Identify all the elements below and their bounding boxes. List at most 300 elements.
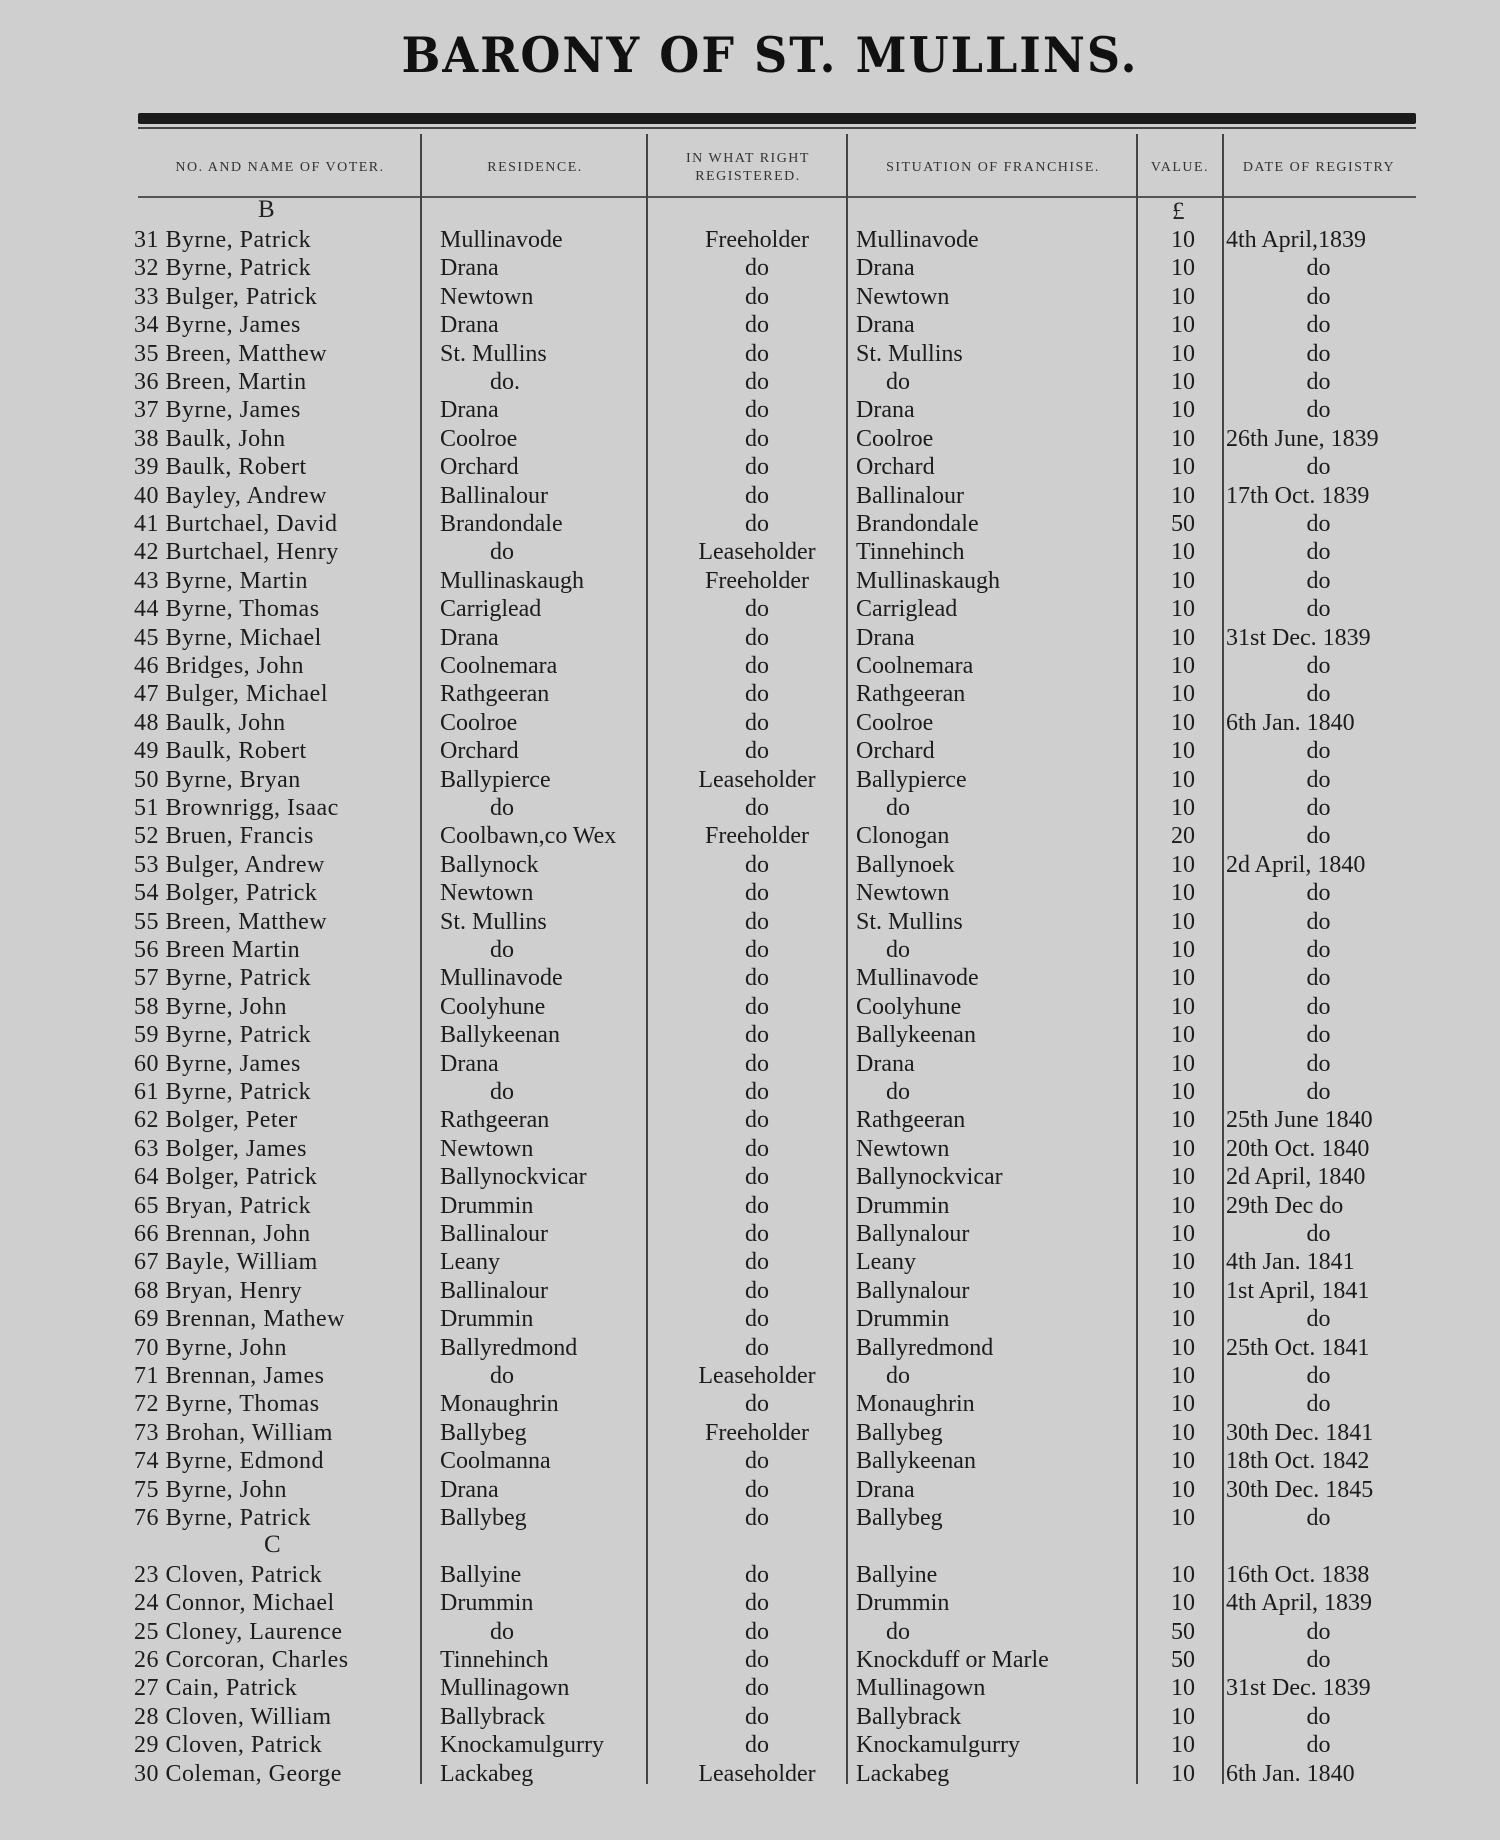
page-title: BARONY OF ST. MULLINS. — [401, 26, 1139, 84]
cell-residence: Coolmanna — [440, 1448, 551, 1475]
cell-residence: Ballynockvicar — [440, 1164, 587, 1191]
cell-residence: do. — [490, 369, 520, 395]
table-row — [0, 311, 1500, 339]
cell-value: 10 — [1171, 1334, 1195, 1361]
cell-voter: 71 Brennan, James — [134, 1363, 325, 1389]
cell-date: do — [1306, 539, 1331, 566]
cell-situation: Newtown — [856, 1135, 950, 1162]
cell-voter: 35 Breen, Matthew — [134, 340, 328, 367]
cell-residence: Coolbawn,co Wex — [440, 823, 617, 850]
cell-right: do — [745, 596, 769, 623]
title-rule — [138, 113, 1416, 124]
cell-voter: 47 Bulger, Michael — [134, 681, 328, 708]
table-row — [0, 794, 1500, 822]
cell-voter: 53 Bulger, Andrew — [134, 851, 325, 878]
cell-value: 10 — [1171, 1306, 1195, 1333]
cell-date: do — [1306, 255, 1331, 282]
cell-situation: do — [886, 369, 910, 395]
cell-residence: Rathgeeran — [440, 681, 550, 708]
table-row — [0, 879, 1500, 907]
cell-voter: 51 Brownrigg, Isaac — [134, 795, 339, 821]
cell-voter: 52 Bruen, Francis — [134, 823, 314, 850]
cell-right: do — [745, 312, 769, 339]
cell-situation: Ballypierce — [856, 766, 967, 793]
header-voter: NO. AND NAME OF VOTER. — [175, 160, 385, 175]
cell-date: do — [1306, 340, 1331, 367]
cell-voter: 33 Bulger, Patrick — [134, 283, 318, 310]
cell-value: 10 — [1171, 965, 1195, 992]
cell-voter: 39 Baulk, Robert — [134, 454, 307, 481]
cell-date: do — [1306, 823, 1331, 850]
cell-right: do — [745, 1022, 769, 1049]
cell-residence: do — [490, 937, 514, 963]
cell-residence: Leany — [440, 1249, 500, 1276]
cell-residence: Drana — [440, 1050, 499, 1077]
cell-date: do — [1306, 993, 1331, 1020]
cell-value: 10 — [1171, 1505, 1195, 1531]
cell-value: 10 — [1171, 1476, 1195, 1503]
cell-value: 10 — [1171, 1107, 1195, 1134]
cell-date: 1st April, 1841 — [1226, 1277, 1370, 1304]
cell-voter: 68 Bryan, Henry — [134, 1277, 303, 1304]
cell-right: do — [745, 454, 769, 481]
cell-residence: Rathgeeran — [440, 1107, 550, 1134]
cell-situation: Coolroe — [856, 425, 934, 452]
cell-date: do — [1306, 397, 1331, 424]
cell-date: do — [1306, 283, 1331, 310]
cell-residence: do — [490, 795, 514, 821]
table-row — [0, 1589, 1500, 1617]
cell-date: 31st Dec. 1839 — [1226, 1675, 1371, 1702]
cell-value: 10 — [1171, 880, 1195, 907]
table-row — [0, 1163, 1500, 1191]
cell-residence: Ballypierce — [440, 766, 551, 793]
cell-date: 31st Dec. 1839 — [1226, 624, 1371, 651]
cell-situation: Monaughrin — [856, 1391, 975, 1418]
table-row — [0, 822, 1500, 850]
cell-situation: Ballybeg — [856, 1419, 943, 1446]
table-row — [0, 1192, 1500, 1220]
table-row — [0, 964, 1500, 992]
cell-date: do — [1306, 766, 1331, 793]
cell-voter: 61 Byrne, Patrick — [134, 1079, 312, 1105]
cell-right: do — [745, 482, 769, 509]
cell-voter: 64 Bolger, Patrick — [134, 1164, 318, 1191]
cell-situation: Newtown — [856, 283, 950, 310]
cell-situation: Mullinavode — [856, 965, 979, 992]
cell-right: Freeholder — [705, 227, 809, 253]
cell-situation: Coolnemara — [856, 653, 974, 679]
cell-value: 10 — [1171, 1590, 1195, 1617]
table-row — [0, 226, 1500, 254]
cell-date: 4th April,1839 — [1226, 227, 1367, 253]
cell-voter: 29 Cloven, Patrick — [134, 1732, 323, 1759]
cell-residence: Brandondale — [440, 511, 563, 537]
cell-value: 10 — [1171, 255, 1195, 282]
cell-voter: 23 Cloven, Patrick — [134, 1561, 323, 1588]
table-row — [0, 1476, 1500, 1504]
table-row — [0, 1362, 1500, 1390]
cell-date: 26th June, 1839 — [1226, 425, 1379, 452]
cell-residence: Coolroe — [440, 425, 518, 452]
cell-voter: 31 Byrne, Patrick — [134, 227, 312, 253]
cell-voter: 49 Baulk, Robert — [134, 738, 307, 765]
table-row — [0, 425, 1500, 453]
cell-residence: St. Mullins — [440, 908, 547, 935]
cell-right: do — [745, 681, 769, 708]
cell-voter: 54 Bolger, Patrick — [134, 880, 318, 907]
cell-situation: Drana — [856, 624, 915, 651]
cell-voter: 30 Coleman, George — [134, 1760, 342, 1787]
cell-residence: Coolnemara — [440, 653, 558, 679]
cell-residence: Monaughrin — [440, 1391, 559, 1418]
cell-right: Freeholder — [705, 567, 809, 594]
table-row — [0, 709, 1500, 737]
cell-situation: Ballykeenan — [856, 1448, 976, 1475]
cell-residence: do — [490, 539, 514, 566]
table-row — [0, 908, 1500, 936]
cell-date: 25th Oct. 1841 — [1226, 1334, 1370, 1361]
cell-voter: 60 Byrne, James — [134, 1050, 301, 1077]
cell-situation: Drana — [856, 312, 915, 339]
cell-situation: Drana — [856, 397, 915, 424]
cell-right: do — [745, 1448, 769, 1475]
cell-residence: Ballybrack — [440, 1703, 546, 1730]
cell-date: 4th April, 1839 — [1226, 1590, 1373, 1617]
cell-right: do — [745, 709, 769, 736]
table-row — [0, 1305, 1500, 1333]
cell-residence: Mullinaskaugh — [440, 567, 584, 594]
cell-situation: Ballyredmond — [856, 1334, 994, 1361]
cell-voter: 26 Corcoran, Charles — [134, 1647, 349, 1673]
table-row — [0, 368, 1500, 396]
cell-situation: St. Mullins — [856, 340, 963, 367]
cell-voter: 58 Byrne, John — [134, 993, 287, 1020]
table-row — [0, 680, 1500, 708]
cell-right: do — [745, 1192, 769, 1219]
cell-value: 10 — [1171, 312, 1195, 339]
cell-situation: Tinnehinch — [856, 539, 965, 566]
cell-residence: Carriglead — [440, 596, 542, 623]
table-row — [0, 396, 1500, 424]
table-row — [0, 1731, 1500, 1759]
cell-voter: 36 Breen, Martin — [134, 369, 307, 395]
cell-right: do — [745, 965, 769, 992]
cell-residence: Drummin — [440, 1590, 534, 1617]
cell-voter: 72 Byrne, Thomas — [134, 1391, 320, 1418]
cell-value: 10 — [1171, 340, 1195, 367]
cell-situation: Clonogan — [856, 823, 950, 850]
table-row — [0, 1078, 1500, 1106]
cell-right: do — [745, 908, 769, 935]
cell-date: do — [1306, 653, 1331, 679]
cell-situation: Mullinavode — [856, 227, 979, 253]
cell-residence: Newtown — [440, 1135, 534, 1162]
cell-date: do — [1306, 1022, 1331, 1049]
cell-right: do — [745, 1079, 769, 1105]
cell-value: 10 — [1171, 1164, 1195, 1191]
cell-residence: St. Mullins — [440, 340, 547, 367]
table-row — [0, 1760, 1500, 1788]
cell-situation: Brandondale — [856, 511, 979, 537]
cell-residence: Ballinalour — [440, 482, 548, 509]
cell-right: do — [745, 1732, 769, 1759]
cell-value: 10 — [1171, 624, 1195, 651]
cell-right: do — [745, 1590, 769, 1617]
header-residence: RESIDENCE. — [487, 160, 583, 175]
header-rule — [138, 196, 1416, 198]
cell-date: do — [1306, 1505, 1331, 1531]
cell-situation: Drana — [856, 1050, 915, 1077]
cell-date: 4th Jan. 1841 — [1226, 1249, 1355, 1276]
cell-right: do — [745, 340, 769, 367]
table-row — [0, 510, 1500, 538]
cell-date: do — [1306, 596, 1331, 623]
cell-date: do — [1306, 1050, 1331, 1077]
table-row — [0, 624, 1500, 652]
table-row — [0, 482, 1500, 510]
cell-date: do — [1306, 567, 1331, 594]
cell-residence: Ballyredmond — [440, 1334, 578, 1361]
cell-voter: 59 Byrne, Patrick — [134, 1022, 312, 1049]
cell-value: 10 — [1171, 1249, 1195, 1276]
cell-value: 10 — [1171, 1675, 1195, 1702]
cell-residence: Ballykeenan — [440, 1022, 560, 1049]
cell-residence: Orchard — [440, 454, 519, 481]
cell-voter: 41 Burtchael, David — [134, 511, 338, 537]
cell-date: do — [1306, 681, 1331, 708]
cell-right: do — [745, 795, 769, 821]
table-row — [0, 283, 1500, 311]
table-row — [0, 595, 1500, 623]
cell-date: 18th Oct. 1842 — [1226, 1448, 1370, 1475]
cell-date: do — [1306, 369, 1331, 395]
cell-date: do — [1306, 1079, 1331, 1105]
table-row — [0, 851, 1500, 879]
cell-voter: 32 Byrne, Patrick — [134, 255, 312, 282]
cell-voter: 56 Breen Martin — [134, 937, 301, 963]
table-row — [0, 1504, 1500, 1532]
table-row — [0, 1674, 1500, 1702]
cell-residence: Coolroe — [440, 709, 518, 736]
cell-situation: Mullinagown — [856, 1675, 986, 1702]
cell-situation: do — [886, 1618, 910, 1645]
cell-situation: Rathgeeran — [856, 1107, 966, 1134]
section-letter-c: C — [264, 1531, 281, 1559]
cell-date: do — [1306, 937, 1331, 963]
table-row — [0, 1561, 1500, 1589]
cell-voter: 27 Cain, Patrick — [134, 1675, 298, 1702]
header-value: VALUE. — [1150, 160, 1210, 175]
cell-residence: do — [490, 1079, 514, 1105]
table-row — [0, 1419, 1500, 1447]
cell-value: 10 — [1171, 937, 1195, 963]
cell-voter: 43 Byrne, Martin — [134, 567, 308, 594]
cell-voter: 55 Breen, Matthew — [134, 908, 328, 935]
cell-voter: 34 Byrne, James — [134, 312, 301, 339]
cell-right: do — [745, 283, 769, 310]
cell-date: 16th Oct. 1838 — [1226, 1561, 1370, 1588]
cell-residence: Mullinagown — [440, 1675, 570, 1702]
cell-residence: Ballynock — [440, 851, 539, 878]
section-letter-b: B — [258, 196, 275, 223]
cell-value: 10 — [1171, 1448, 1195, 1475]
cell-value: 10 — [1171, 908, 1195, 935]
cell-voter: 62 Bolger, Peter — [134, 1107, 298, 1134]
cell-situation: Carriglead — [856, 596, 958, 623]
cell-date: do — [1306, 738, 1331, 765]
cell-value: 10 — [1171, 1419, 1195, 1446]
cell-right: Leaseholder — [698, 1760, 816, 1787]
cell-situation: Leany — [856, 1249, 916, 1276]
cell-right: do — [745, 1618, 769, 1645]
cell-value: 10 — [1171, 482, 1195, 509]
table-row — [0, 1050, 1500, 1078]
cell-date: do — [1306, 1618, 1331, 1645]
table-row — [0, 340, 1500, 368]
cell-situation: Ballynalour — [856, 1277, 970, 1304]
cell-value: 20 — [1171, 823, 1195, 850]
cell-value: 10 — [1171, 1277, 1195, 1304]
cell-value: 10 — [1171, 567, 1195, 594]
cell-value: 10 — [1171, 425, 1195, 452]
cell-voter: 28 Cloven, William — [134, 1703, 332, 1730]
table-row — [0, 1390, 1500, 1418]
cell-value: 10 — [1171, 1192, 1195, 1219]
cell-value: 10 — [1171, 1079, 1195, 1105]
cell-right: do — [745, 397, 769, 424]
cell-date: do — [1306, 908, 1331, 935]
cell-value: 10 — [1171, 1732, 1195, 1759]
cell-date: 30th Dec. 1841 — [1226, 1419, 1374, 1446]
cell-right: do — [745, 653, 769, 679]
cell-situation: St. Mullins — [856, 908, 963, 935]
cell-value: 10 — [1171, 1363, 1195, 1389]
cell-date: do — [1306, 1391, 1331, 1418]
cell-value: 10 — [1171, 1050, 1195, 1077]
cell-voter: 38 Baulk, John — [134, 425, 286, 452]
cell-date: do — [1306, 1306, 1331, 1333]
table-row — [0, 1618, 1500, 1646]
cell-voter: 37 Byrne, James — [134, 397, 301, 424]
cell-situation: Drummin — [856, 1590, 950, 1617]
table-row — [0, 1248, 1500, 1276]
cell-value: 10 — [1171, 454, 1195, 481]
cell-right: do — [745, 1221, 769, 1247]
cell-value: 10 — [1171, 227, 1195, 253]
cell-situation: Ballynalour — [856, 1221, 970, 1247]
cell-date: do — [1306, 1732, 1331, 1759]
cell-right: Freeholder — [705, 1419, 809, 1446]
cell-right: do — [745, 1164, 769, 1191]
table-row — [0, 1277, 1500, 1305]
cell-residence: Ballinalour — [440, 1221, 548, 1247]
cell-voter: 57 Byrne, Patrick — [134, 965, 312, 992]
table-row — [0, 1135, 1500, 1163]
cell-voter: 40 Bayley, Andrew — [134, 482, 327, 509]
cell-situation: do — [886, 1363, 910, 1389]
cell-residence: Ballyine — [440, 1561, 522, 1588]
cell-residence: Lackabeg — [440, 1760, 534, 1787]
cell-right: do — [745, 1647, 769, 1673]
table-row — [0, 936, 1500, 964]
cell-voter: 45 Byrne, Michael — [134, 624, 322, 651]
cell-situation: Ballinalour — [856, 482, 964, 509]
cell-value: 10 — [1171, 596, 1195, 623]
cell-value: 10 — [1171, 709, 1195, 736]
cell-situation: do — [886, 1079, 910, 1105]
cell-value: 50 — [1171, 1647, 1195, 1673]
table-row — [0, 1703, 1500, 1731]
table-row — [0, 254, 1500, 282]
cell-right: do — [745, 738, 769, 765]
cell-right: do — [745, 1561, 769, 1588]
table-row — [0, 993, 1500, 1021]
cell-situation: Ballykeenan — [856, 1022, 976, 1049]
cell-value: 10 — [1171, 1391, 1195, 1418]
cell-date: do — [1306, 1363, 1331, 1389]
header-right: IN WHAT RIGHT REGISTERED. — [686, 151, 810, 184]
cell-residence: Mullinavode — [440, 227, 563, 253]
table-row — [0, 1106, 1500, 1134]
cell-date: 6th Jan. 1840 — [1226, 1760, 1355, 1787]
cell-value: 10 — [1171, 539, 1195, 566]
table-row — [0, 737, 1500, 765]
cell-voter: 75 Byrne, John — [134, 1476, 287, 1503]
cell-date: do — [1306, 511, 1331, 537]
cell-residence: Tinnehinch — [440, 1647, 549, 1673]
cell-value: 10 — [1171, 851, 1195, 878]
cell-voter: 44 Byrne, Thomas — [134, 596, 320, 623]
cell-residence: Ballybeg — [440, 1505, 527, 1531]
cell-voter: 69 Brennan, Mathew — [134, 1306, 345, 1333]
cell-residence: Newtown — [440, 283, 534, 310]
cell-date: do — [1306, 880, 1331, 907]
cell-voter: 46 Bridges, John — [134, 653, 304, 679]
title-rule-thin — [138, 127, 1416, 129]
cell-right: do — [745, 624, 769, 651]
cell-situation: Knockduff or Marle — [856, 1647, 1049, 1673]
cell-date: 30th Dec. 1845 — [1226, 1476, 1374, 1503]
cell-situation: Drummin — [856, 1306, 950, 1333]
cell-situation: do — [886, 937, 910, 963]
cell-right: do — [745, 1703, 769, 1730]
cell-value: 10 — [1171, 681, 1195, 708]
cell-right: Freeholder — [705, 823, 809, 850]
cell-value: 10 — [1171, 1703, 1195, 1730]
cell-date: 17th Oct. 1839 — [1226, 482, 1370, 509]
cell-situation: Ballynockvicar — [856, 1164, 1003, 1191]
cell-value: 50 — [1171, 1618, 1195, 1645]
cell-right: do — [745, 1135, 769, 1162]
cell-situation: Ballynoek — [856, 851, 955, 878]
cell-voter: 73 Brohan, William — [134, 1419, 333, 1446]
cell-right: Leaseholder — [698, 1363, 816, 1389]
cell-voter: 42 Burtchael, Henry — [134, 539, 339, 566]
cell-voter: 70 Byrne, John — [134, 1334, 287, 1361]
cell-value: 10 — [1171, 1221, 1195, 1247]
cell-residence: Coolyhune — [440, 993, 546, 1020]
cell-right: do — [745, 425, 769, 452]
cell-situation: Knockamulgurry — [856, 1732, 1020, 1759]
cell-situation: Ballybeg — [856, 1505, 943, 1531]
cell-date: 20th Oct. 1840 — [1226, 1135, 1370, 1162]
cell-date: 2d April, 1840 — [1226, 1164, 1366, 1191]
cell-residence: Drana — [440, 397, 499, 424]
cell-right: do — [745, 1334, 769, 1361]
cell-residence: do — [490, 1363, 514, 1389]
cell-residence: Drana — [440, 624, 499, 651]
